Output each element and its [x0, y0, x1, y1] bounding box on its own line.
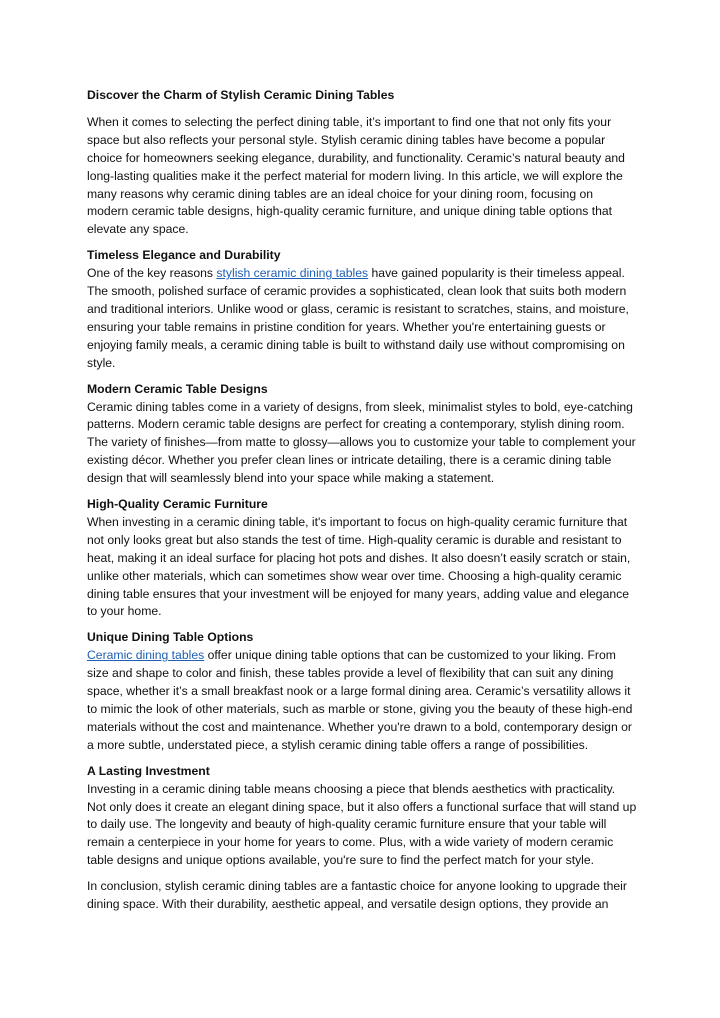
ceramic-dining-tables-link[interactable]: Ceramic dining tables [87, 648, 205, 663]
section-lasting-investment [87, 763, 637, 870]
section-modern-designs [87, 381, 637, 488]
conclusion-paragraph: In conclusion, stylish ceramic dining tables are a fantastic choice for anyone looking to upgrade their dining space. With their durability, aesthetic appeal, and versatile design options, they provide an [87, 879, 627, 912]
intro-paragraph: When it comes to selecting the perfect dining table, it’s important to find one that not only fits your space but also reflects your personal style. Stylish ceramic dining tables have become a popular choice for homeowners seeking elegance, durability, and functionality. Ceramic’s natural beauty and long-lasting qualities make it the perfect material for modern living. In this article, we will explore the many reasons why ceramic dining tables are an ideal choice for your dining room, focusing on modern ceramic table designs, high-quality ceramic furniture, and unique dining table options that elevate any space. [87, 114, 625, 237]
document-title: Discover the Charm of Stylish Ceramic Dining Tables [87, 88, 395, 102]
section-text: have gained popularity is their timeless appeal. The smooth, polished surface of ceramic provides a sophisticated, clean look that suits both modern and traditional interiors. Unlike wood or glass, ceramic is resistant to scratches, stains, and moisture, ensuring your table remains in pristine condition for years. Whether you're entertaining guests or enjoying family meals, a ceramic dining table is built to withstand daily use without compromising on style. [87, 266, 629, 370]
section-unique-options [87, 629, 637, 754]
section-text: Ceramic dining tables come in a variety of designs, from sleek, minimalist styles to bold, eye-catching patterns. Modern ceramic table designs are perfect for creating a contemporary, stylish dining room. The variety of finishes—from matte to glossy—allows you to customize your table to complement your existing décor. Whether you prefer clean lines or intricate detailing, there is a ceramic dining table design that will seamlessly blend into your space while making a statement. [87, 399, 636, 486]
section-heading: Timeless Elegance and Durability [87, 248, 281, 263]
section-text: One of the key reasons [87, 266, 217, 281]
stylish-ceramic-dining-tables-link[interactable]: stylish ceramic dining tables [216, 266, 369, 281]
section-heading: High-Quality Ceramic Furniture [87, 497, 268, 512]
section-text: Investing in a ceramic dining table means choosing a piece that blends aesthetics with practicality. Not only does it create an elegant dining space, but it also offers a functional surface that will stand up to daily use. The longevity and beauty of high-quality ceramic furniture ensure that your table will remain a centerpiece in your home for years to come. Plus, with a wide variety of modern ceramic table designs and unique options available, you're sure to find the perfect match for your style. [87, 781, 637, 868]
section-timeless-elegance [87, 247, 637, 372]
section-heading: A Lasting Investment [87, 763, 210, 778]
section-heading: Unique Dining Table Options [87, 630, 254, 645]
document-page [87, 87, 637, 922]
section-high-quality [87, 496, 637, 621]
section-text: When investing in a ceramic dining table, it's important to focus on high-quality ceramic furniture that not only looks great but also stands the test of time. High-quality ceramic is durable and resistant to heat, making it an ideal surface for placing hot pots and dishes. It also doesn’t easily scratch or stain, unlike other materials, which can sometimes show wear over time. Choosing a high-quality ceramic dining table ensures that your investment will be enjoyed for many years, adding value and elegance to your home. [87, 514, 631, 619]
section-heading: Modern Ceramic Table Designs [87, 381, 268, 396]
section-text: offer unique dining table options that can be customized to your liking. From size and shape to color and finish, these tables provide a level of flexibility that can suit any dining space, whether it’s a small breakfast nook or a large formal dining area. Ceramic’s versatility allows it to mimic the look of other materials, such as marble or stone, giving you the beauty of these high-end materials without the cost and maintenance. Whether you're drawn to a bold, contemporary design or a more subtle, understated piece, a stylish ceramic dining table offers a range of possibilities. [87, 648, 633, 752]
